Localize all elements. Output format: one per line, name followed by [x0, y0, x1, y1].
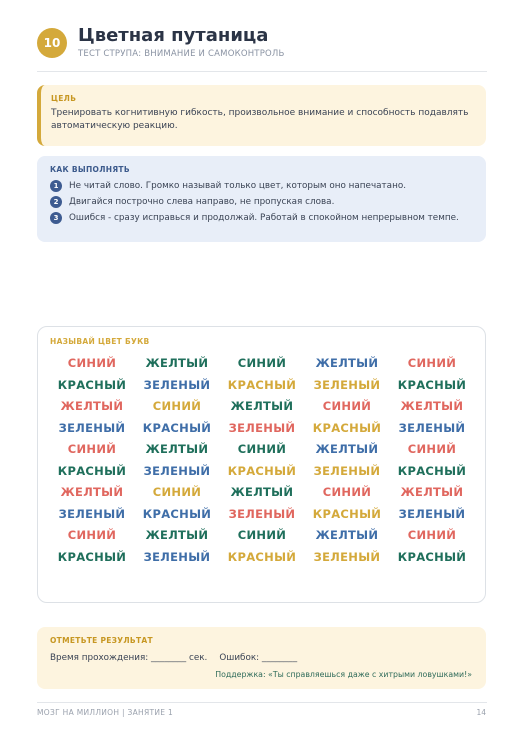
stroop-word: ЖЕЛТЫЙ — [400, 399, 464, 413]
header-divider — [37, 71, 487, 72]
step-number-badge: 1 — [50, 180, 62, 192]
stroop-word: ЗЕЛЕНЫЙ — [398, 420, 466, 435]
stroop-word: ЖЕЛТЫЙ — [60, 485, 124, 499]
step-text: Ошибся - сразу исправься и продолжай. Работай в спокойном непрерывном темпе. — [69, 213, 459, 223]
page-subtitle: ТЕСТ СТРУПА: ВНИМАНИЕ И САМОКОНТРОЛЬ — [78, 49, 285, 59]
stroop-word: СИНИЙ — [67, 528, 117, 542]
stroop-word: ЗЕЛЕНЫЙ — [58, 420, 126, 435]
stroop-word: ЖЕЛТЫЙ — [230, 485, 294, 499]
stroop-word: СИНИЙ — [152, 485, 202, 499]
stroop-word: ЗЕЛЕНЫЙ — [143, 549, 211, 564]
stroop-word: СИНИЙ — [237, 442, 287, 456]
stroop-word: СИНИЙ — [67, 442, 117, 456]
stroop-word: ЗЕЛЕНЫЙ — [313, 463, 381, 478]
stroop-word: СИНИЙ — [152, 399, 202, 413]
time-field[interactable]: Время прохождения: ________ сек. — [50, 653, 208, 663]
grid-label: НАЗЫВАЙ ЦВЕТ БУКВ — [50, 337, 150, 346]
instruction-step — [50, 212, 459, 224]
stroop-word: ЖЕЛТЫЙ — [60, 399, 124, 413]
stroop-word: КРАСНЫЙ — [57, 377, 127, 392]
result-fields — [50, 653, 297, 663]
stroop-word: СИНИЙ — [237, 356, 287, 370]
stroop-word: КРАСНЫЙ — [57, 549, 127, 564]
stroop-word: КРАСНЫЙ — [227, 463, 297, 478]
stroop-word: ЗЕЛЕНЫЙ — [143, 463, 211, 478]
stroop-word: КРАСНЫЙ — [227, 549, 297, 564]
footer-course-label: МОЗГ НА МИЛЛИОН | ЗАНЯТИЕ 1 — [37, 708, 174, 717]
step-text: Двигайся построчно слева направо, не пропуская слова. — [69, 197, 335, 207]
stroop-word: ЗЕЛЕНЫЙ — [228, 420, 296, 435]
stroop-word: КРАСНЫЙ — [397, 549, 467, 564]
step-text: Не читай слово. Громко называй только цвет, которым оно напечатано. — [69, 181, 407, 191]
stroop-word: ЖЕЛТЫЙ — [315, 442, 379, 456]
stroop-word: СИНИЙ — [237, 528, 287, 542]
instructions-box — [37, 156, 486, 242]
stroop-word: ЖЕЛТЫЙ — [400, 485, 464, 499]
stroop-word: ЖЕЛТЫЙ — [315, 356, 379, 370]
stroop-word: ЖЕЛТЫЙ — [145, 356, 209, 370]
stroop-word: ЖЕЛТЫЙ — [315, 528, 379, 542]
instruction-step — [50, 196, 334, 208]
instructions-label: КАК ВЫПОЛНЯТЬ — [50, 165, 130, 174]
result-label: ОТМЕТЬТЕ РЕЗУЛЬТАТ — [50, 636, 153, 645]
goal-label: ЦЕЛЬ — [51, 94, 77, 103]
exercise-number-badge: 10 — [37, 28, 67, 58]
step-number-badge: 2 — [50, 196, 62, 208]
stroop-word: ЗЕЛЕНЫЙ — [313, 377, 381, 392]
stroop-word: ЖЕЛТЫЙ — [230, 399, 294, 413]
stroop-word: КРАСНЫЙ — [57, 463, 127, 478]
result-box — [37, 627, 486, 689]
stroop-word: СИНИЙ — [67, 356, 117, 370]
step-number-badge: 3 — [50, 212, 62, 224]
stroop-word: СИНИЙ — [322, 485, 372, 499]
stroop-grid-card — [37, 326, 486, 603]
stroop-word: КРАСНЫЙ — [312, 420, 382, 435]
stroop-word: ЗЕЛЕНЫЙ — [228, 506, 296, 521]
stroop-word: ЖЕЛТЫЙ — [145, 442, 209, 456]
stroop-word: СИНИЙ — [407, 356, 457, 370]
stroop-word: СИНИЙ — [407, 528, 457, 542]
stroop-word: КРАСНЫЙ — [142, 506, 212, 521]
stroop-word: СИНИЙ — [407, 442, 457, 456]
stroop-word: КРАСНЫЙ — [142, 420, 212, 435]
support-message: Поддержка: «Ты справляешься даже с хитрыми ловушками!» — [215, 670, 472, 679]
instruction-step — [50, 180, 406, 192]
stroop-word: СИНИЙ — [322, 399, 372, 413]
stroop-word: КРАСНЫЙ — [312, 506, 382, 521]
stroop-word: ЗЕЛЕНЫЙ — [58, 506, 126, 521]
footer-divider — [37, 702, 487, 703]
stroop-word: ЗЕЛЕНЫЙ — [143, 377, 211, 392]
stroop-word: КРАСНЫЙ — [397, 463, 467, 478]
stroop-word: КРАСНЫЙ — [397, 377, 467, 392]
stroop-word: ЗЕЛЕНЫЙ — [398, 506, 466, 521]
page-number: 14 — [476, 708, 486, 717]
errors-field[interactable]: Ошибок: ________ — [219, 653, 298, 663]
stroop-word: КРАСНЫЙ — [227, 377, 297, 392]
stroop-word: ЗЕЛЕНЫЙ — [313, 549, 381, 564]
goal-box — [37, 85, 486, 146]
goal-text: Тренировать когнитивную гибкость, произвольное внимание и способность подавлять автоматическую реакцию. — [51, 108, 469, 131]
stroop-word: ЖЕЛТЫЙ — [145, 528, 209, 542]
page-title: Цветная путаница — [78, 25, 269, 46]
